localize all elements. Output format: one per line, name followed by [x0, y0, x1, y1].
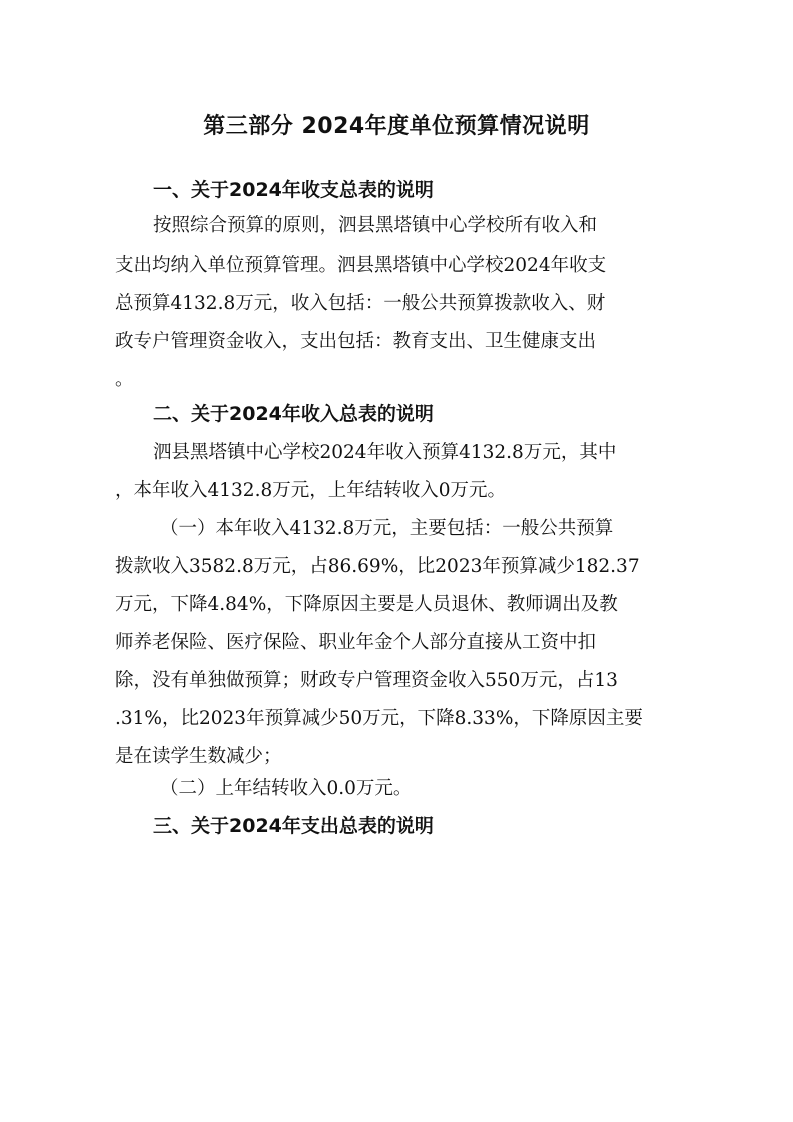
paragraph-line: 是在读学生数减少；	[115, 746, 282, 767]
paragraph-line: ，本年收入4132.8万元，上年结转收入0万元。	[115, 480, 507, 501]
paragraph-line: .31%，比2023年预算减少50万元，下降8.33%，下降原因主要	[115, 708, 643, 729]
paragraph-line: 万元，下降4.84%，下降原因主要是人员退休、教师调出及教	[115, 594, 618, 615]
paragraph-line: 泗县黑塔镇中心学校2024年收入预算4132.8万元，其中	[153, 442, 617, 463]
paragraph-line: 除，没有单独做预算；财政专户管理资金收入550万元，占13	[115, 670, 618, 691]
section-heading-1: 一、关于2024年收支总表的说明	[153, 179, 434, 201]
paragraph-line: 。	[115, 369, 134, 390]
page-title: 第三部分 2024年度单位预算情况说明	[203, 114, 590, 139]
paragraph-line: 按照综合预算的原则，泗县黑塔镇中心学校所有收入和	[153, 215, 598, 236]
section-heading-3: 三、关于2024年支出总表的说明	[153, 815, 434, 837]
paragraph-line: 支出均纳入单位预算管理。泗县黑塔镇中心学校2024年收支	[115, 255, 607, 276]
section-heading-2: 二、关于2024年收入总表的说明	[153, 403, 434, 425]
paragraph-line: （二）上年结转收入0.0万元。	[160, 778, 412, 799]
paragraph-line: 拨款收入3582.8万元，占86.69%，比2023年预算减少182.37	[115, 556, 640, 577]
paragraph-line: 总预算4132.8万元，收入包括：一般公共预算拨款收入、财	[115, 293, 606, 314]
paragraph-line: 政专户管理资金收入，支出包括：教育支出、卫生健康支出	[115, 331, 597, 352]
paragraph-line: 师养老保险、医疗保险、职业年金个人部分直接从工资中扣	[115, 632, 597, 653]
paragraph-line: （一）本年收入4132.8万元，主要包括：一般公共预算	[160, 518, 614, 539]
